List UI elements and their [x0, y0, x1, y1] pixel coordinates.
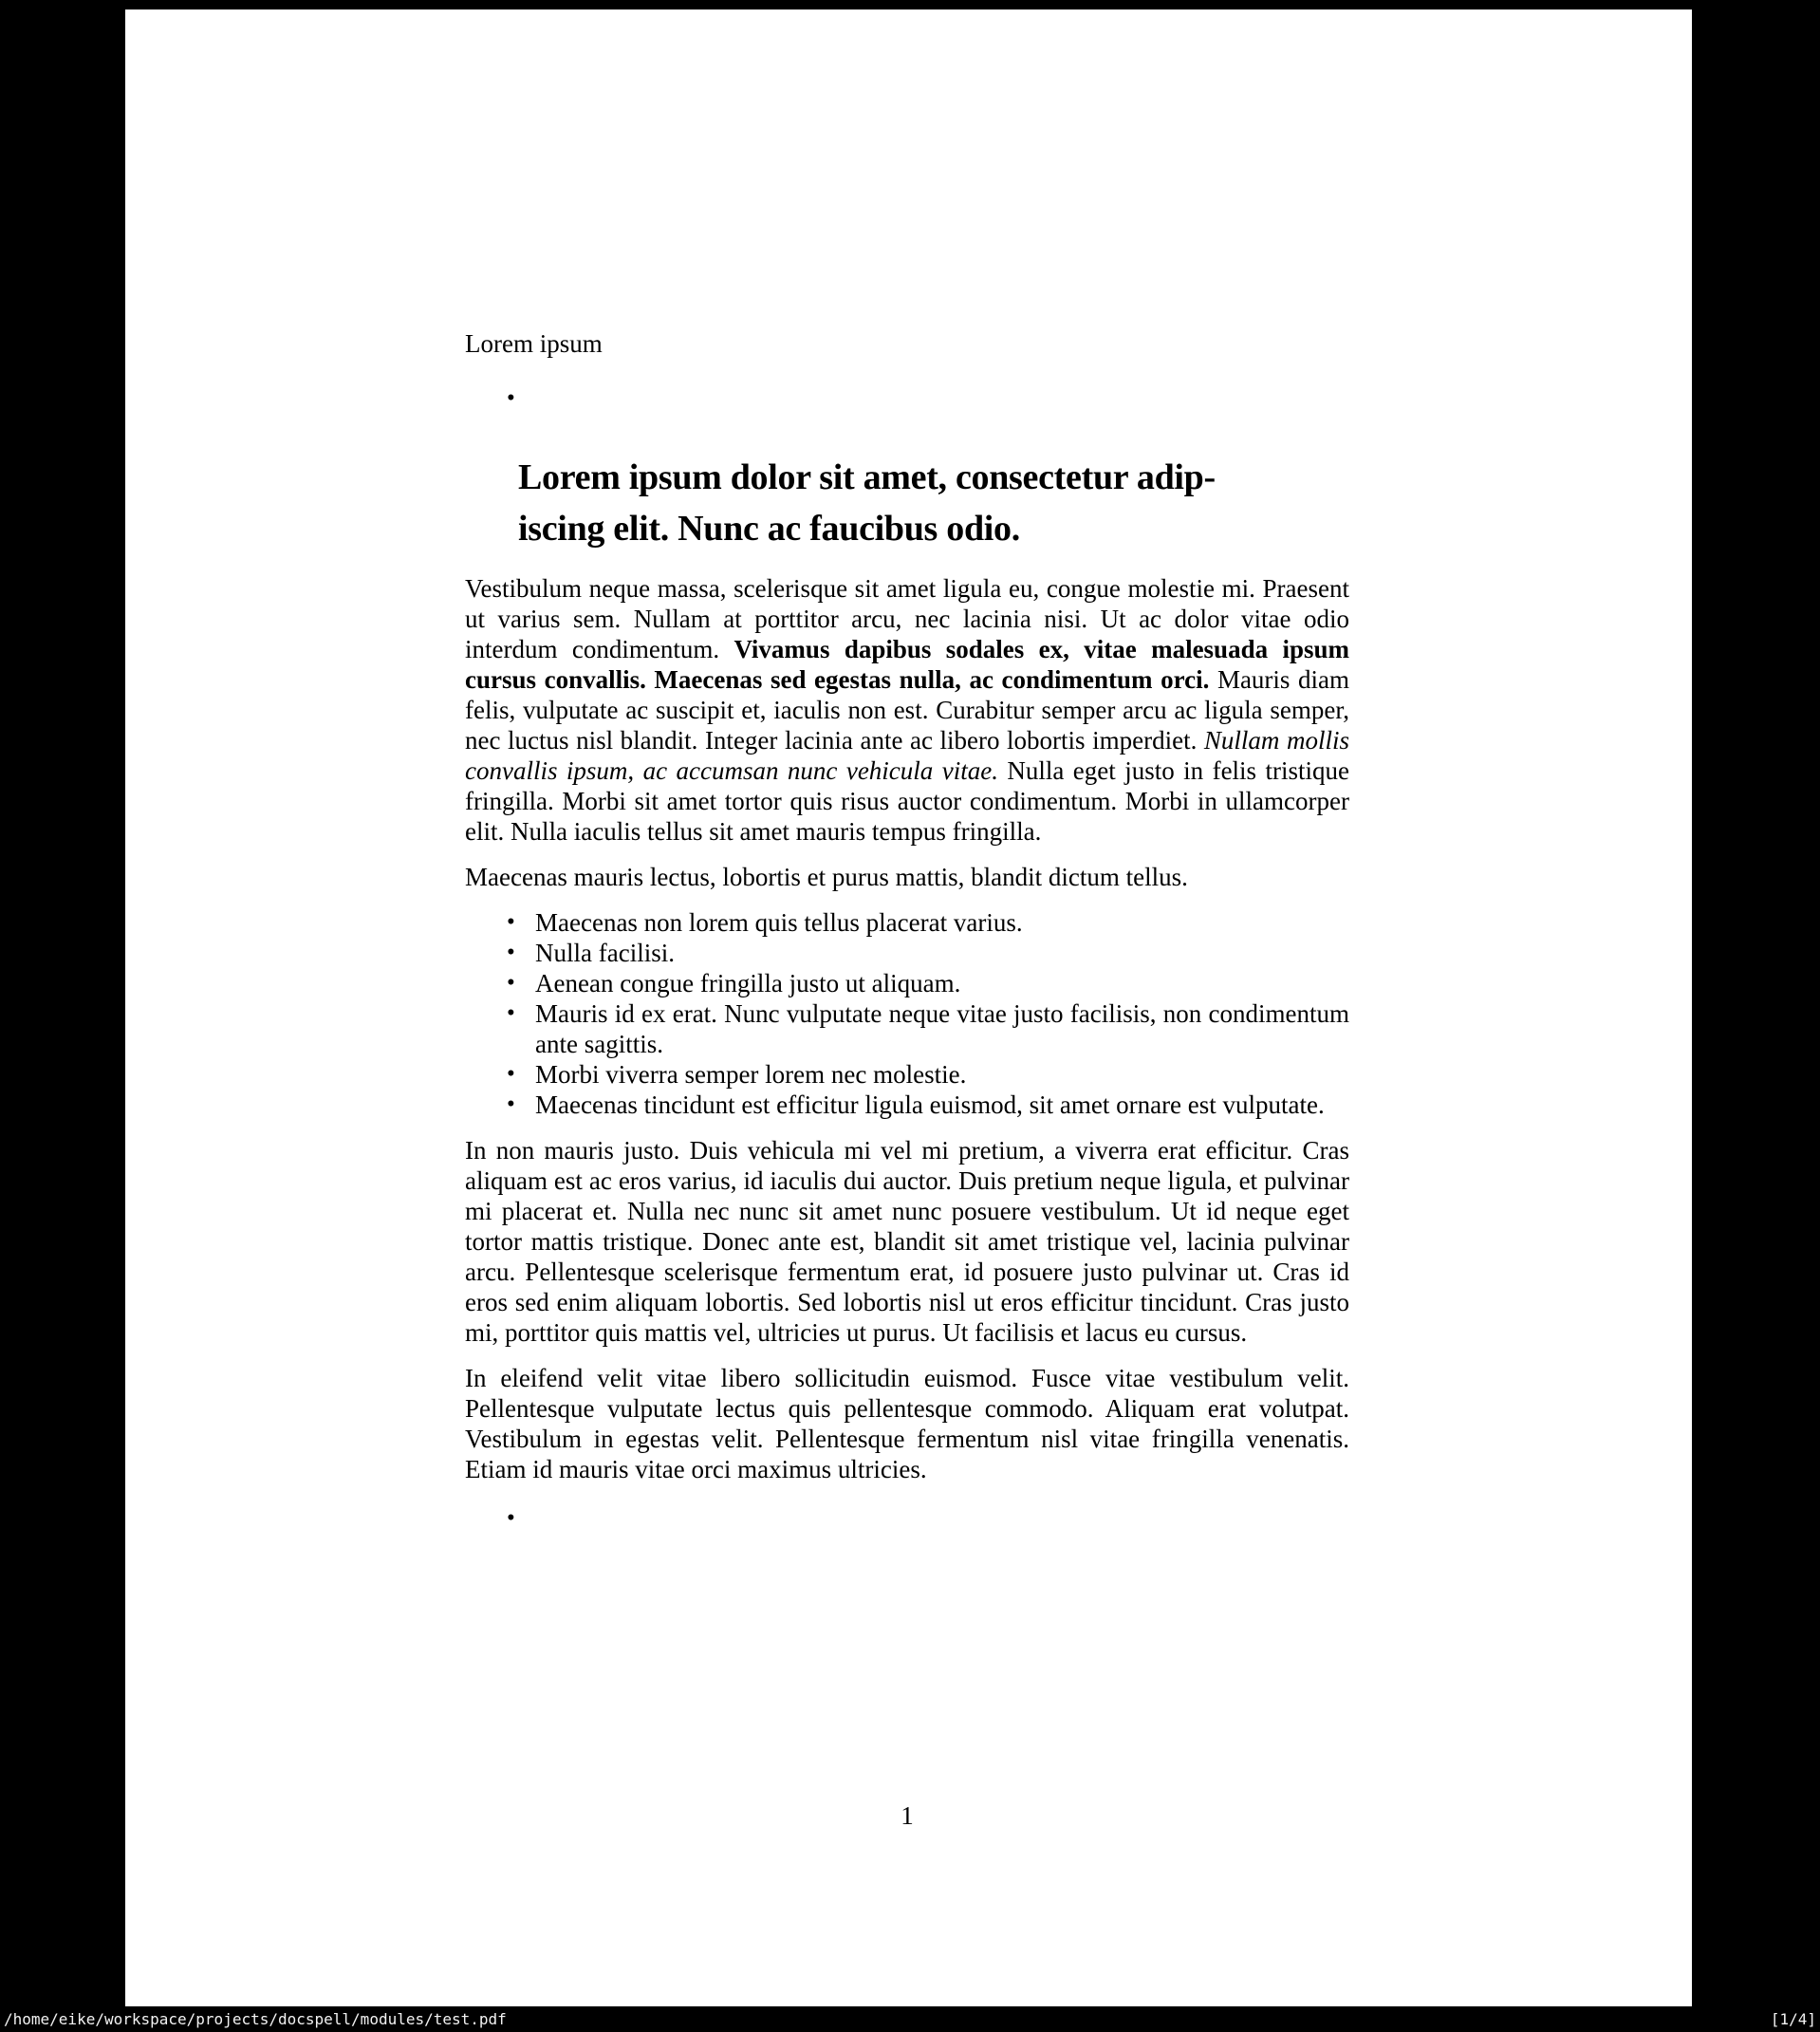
empty-list-item-2	[507, 1503, 1349, 1534]
paragraph-1-italic: Nullam mollis convallis ipsum, ac accumsan nunc vehicula vitae.	[465, 726, 1349, 785]
bullet-list	[465, 907, 1349, 1120]
list-item-text: Aenean congue fringilla justo ut aliquam.	[535, 969, 961, 997]
statusbar-file-path: /home/eike/workspace/projects/docspell/modules/test.pdf	[4, 2010, 507, 2028]
list-bullet-icon: •	[507, 1505, 515, 1531]
list-bullet-icon: •	[507, 909, 515, 935]
list-item	[507, 1059, 1349, 1090]
list-bullet-icon: •	[507, 940, 515, 965]
paragraph-2: Maecenas mauris lectus, lobortis et purus mattis, blandit dictum tellus.	[465, 863, 1188, 891]
paragraph-4: In eleifend velit vitae libero sollicitudin euismod. Fusce vitae vestibulum velit. Pellentesque vulputate lectus quis pellentesque commodo. Aliquam erat volutpat. Vestibulum in egestas velit. Pellentesque fermentum nisl vitae fringilla venenatis. Etiam id mauris vitae orci maximus ultricies.	[465, 1364, 1349, 1483]
list-item-text: Mauris id ex erat. Nunc vulputate neque vitae justo facilisis, non condimentum ante sagittis.	[535, 999, 1349, 1058]
list-bullet-icon: •	[507, 385, 515, 411]
document-page[interactable]	[125, 9, 1692, 2006]
list-bullet-icon: •	[507, 1061, 515, 1087]
list-bullet-icon: •	[507, 970, 515, 996]
section-heading-line-2: iscing elit. Nunc ac faucibus odio.	[518, 509, 1020, 549]
paragraph-1-regular: Vestibulum neque massa, scelerisque sit amet ligula eu, congue molestie mi. Praesent ut varius sem. Nullam at porttitor arcu, nec lacinia nisi. Ut ac dolor vitae odio interdum condimentum.	[465, 574, 1349, 663]
list-item	[507, 938, 1349, 968]
list-item-text: Maecenas non lorem quis tellus placerat varius.	[535, 908, 1023, 937]
paragraph-1-bold: Vivamus dapibus sodales ex, vitae malesuada ipsum cursus convallis. Maecenas sed egestas nulla, ac condimentum orci.	[465, 635, 1349, 694]
statusbar-page-indicator: [1/4]	[1770, 2010, 1816, 2028]
status-bar	[0, 2006, 1820, 2032]
paragraph-1	[465, 573, 1349, 847]
list-item-text: Maecenas tincidunt est efficitur ligula euismod, sit amet ornare est vulputate.	[535, 1091, 1325, 1119]
list-bullet-icon: •	[507, 1000, 515, 1026]
list-item-text: Morbi viverra semper lorem nec molestie.	[535, 1060, 967, 1089]
document-content	[465, 9, 1349, 1534]
list-item	[507, 907, 1349, 938]
list-item	[507, 968, 1349, 998]
paragraph-1-regular: Mauris diam felis, vulputate ac suscipit et, iaculis non est. Curabitur semper arcu ac ligula semper, nec luctus nisl blandit. Integer lacinia ante ac libero lobortis imperdiet.	[465, 665, 1349, 755]
section-heading	[518, 452, 1349, 554]
paragraph-3: In non mauris justo. Duis vehicula mi vel mi pretium, a viverra erat efficitur. Cras aliquam est ac eros varius, id iaculis dui auctor. Duis pretium neque ligula, et pulvinar mi placerat et. Nulla nec nunc sit amet nunc posuere vestibulum. Ut id neque eget tortor mattis tristique. Donec ante est, blandit sit amet tristique vel, lacinia pulvinar arcu. Pellentesque scelerisque fermentum erat, id posuere justo pulvinar ut. Cras id eros sed enim aliquam lobortis. Sed lobortis nisl ut eros efficitur tincidunt. Cras justo mi, porttitor quis mattis vel, ultricies ut purus. Ut facilisis et lacus eu cursus.	[465, 1136, 1349, 1347]
section-heading-line-1: Lorem ipsum dolor sit amet, consectetur adip-	[518, 457, 1216, 497]
paragraph-1-regular: Nulla eget justo in felis tristique fringilla. Morbi sit amet tortor quis risus auctor condimentum. Morbi in ullamcorper elit. Nulla iaculis tellus sit amet mauris tempus fringilla.	[465, 756, 1349, 846]
empty-list-item	[507, 383, 1349, 414]
list-item	[507, 998, 1349, 1059]
list-bullet-icon: •	[507, 1091, 515, 1117]
pre-title-text: Lorem ipsum	[465, 329, 603, 358]
list-item	[507, 1090, 1349, 1120]
page-number: 1	[901, 1801, 914, 1830]
list-item-text: Nulla facilisi.	[535, 939, 675, 967]
